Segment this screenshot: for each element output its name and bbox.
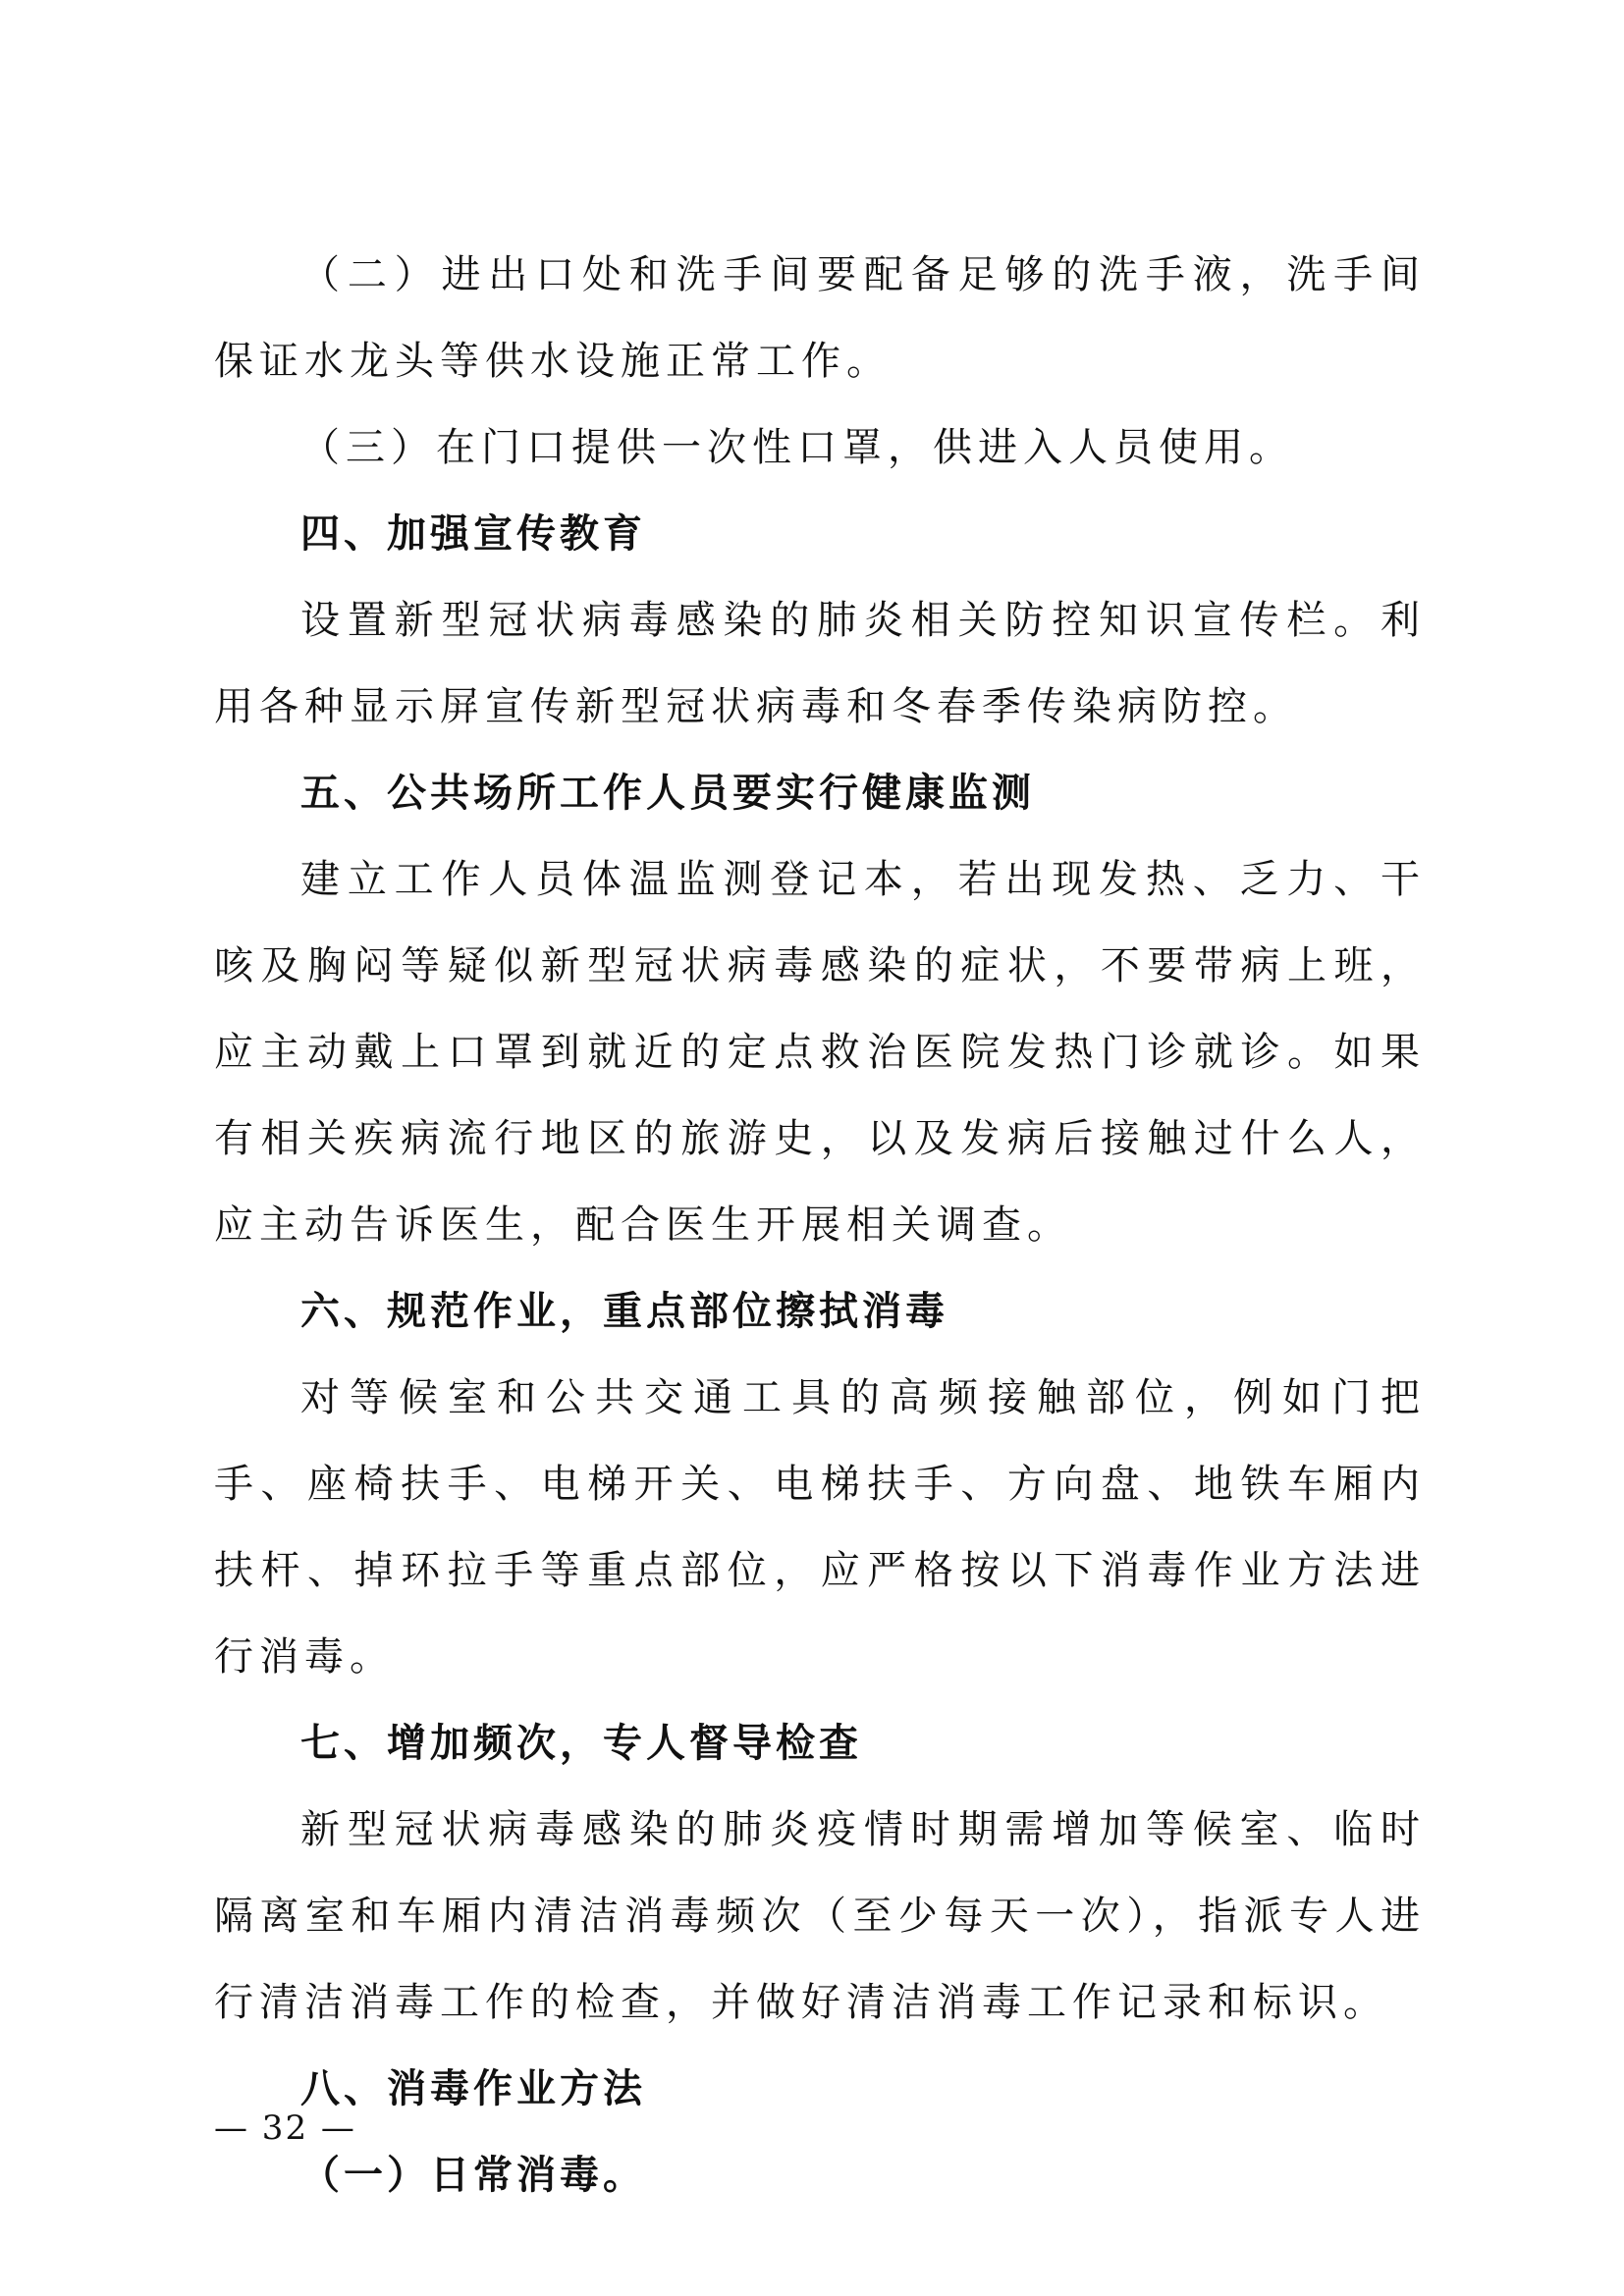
paragraph-hand-sanitizer: （二）进出口处和洗手间要配备足够的洗手液，洗手间保证水龙头等供水设施正常工作。	[214, 252, 1426, 384]
paragraph-health-monitoring: 建立工作人员体温监测登记本，若出现发热、乏力、干咳及胸闷等疑似新型冠状病毒感染的症状，不要带病上班，应主动戴上口罩到就近的定点救治医院发热门诊就诊。如果有相关疾病流行地区的旅游史，以及发病后接触过什么人，应主动告诉医生，配合医生开展相关调查。	[214, 857, 1426, 1248]
page-number: — 32 —	[214, 2109, 356, 2148]
paragraph-publicity: 设置新型冠状病毒感染的肺炎相关防控知识宣传栏。利用各种显示屏宣传新型冠状病毒和冬春季传染病防控。	[214, 598, 1426, 729]
subheading-daily-disinfection: （一）日常消毒。	[300, 2153, 646, 2198]
section-heading-health-monitoring: 五、公共场所工作人员要实行健康监测	[300, 771, 1035, 816]
section-heading-inspection: 七、增加频次，专人督导检查	[300, 1721, 862, 1766]
paragraph-inspection: 新型冠状病毒感染的肺炎疫情时期需增加等候室、临时隔离室和车厢内清洁消毒频次（至少每天一次），指派专人进行清洁消毒工作的检查，并做好清洁消毒工作记录和标识。	[214, 1807, 1426, 2025]
paragraph-disposable-masks: （三）在门口提供一次性口罩，供进入人员使用。	[300, 425, 1294, 470]
document-body	[214, 232, 1426, 2218]
section-heading-publicity: 四、加强宣传教育	[300, 511, 646, 557]
section-heading-key-disinfection: 六、规范作业，重点部位擦拭消毒	[300, 1289, 948, 1334]
section-heading-disinfection-methods: 八、消毒作业方法	[300, 2066, 646, 2111]
paragraph-key-disinfection: 对等候室和公共交通工具的高频接触部位，例如门把手、座椅扶手、电梯开关、电梯扶手、方向盘、地铁车厢内扶杆、掉环拉手等重点部位，应严格按以下消毒作业方法进行消毒。	[214, 1375, 1426, 1680]
